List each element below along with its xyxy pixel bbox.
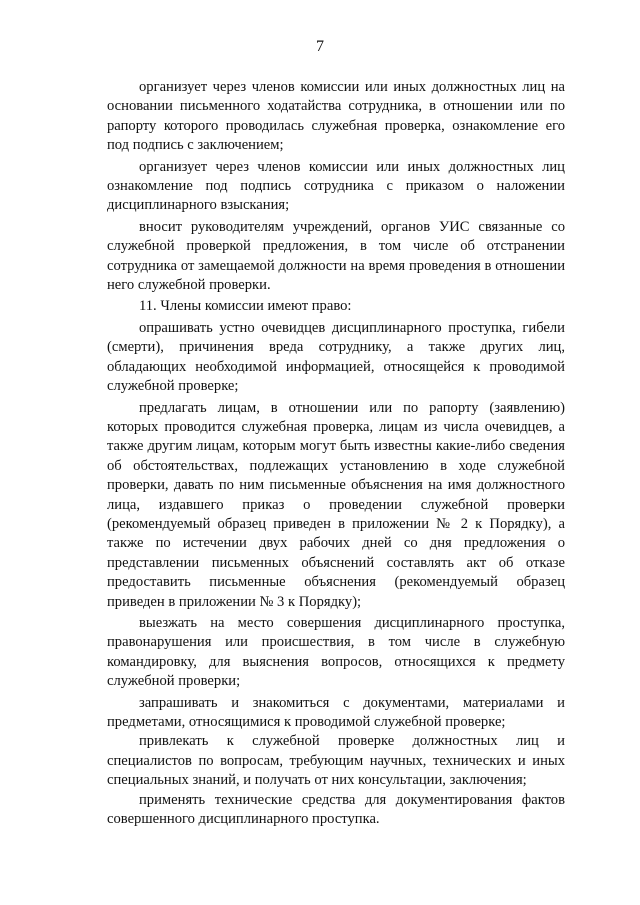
paragraph: предлагать лицам, в отношении или по рапорту (заявлению) которых проводится служебная проверка, лицам из числа очевидцев, а также другим лицам, которым могут быть известны какие-либо сведения об обстоятельствах, подлежащих установлению в ходе служебной проверки, давать по ним письменные объяснения на имя должностного лица, издавшего приказ о проведении служебной проверки (рекомендуемый образец приведен в приложении № 2 к Порядку), а также по истечении двух рабочих дней со дня предложения о представлении письменных объяснений составлять акт об отказе предоставить письменные объяснения (рекомендуемый образец приведен в приложении № 3 к Порядку); [107,399,565,610]
paragraph: применять технические средства для документирования фактов совершенного дисциплинарного проступка. [107,791,565,828]
paragraph: запрашивать и знакомиться с документами, материалами и предметами, относящимися к проводимой служебной проверке; [107,694,565,730]
document-body [107,78,565,831]
paragraph: опрашивать устно очевидцев дисциплинарного проступка, гибели (смерти), причинения вреда сотруднику, а также других лиц, обладающих необходимой информацией, относящейся к проводимой служебной проверке; [107,319,565,395]
page-number: 7 [316,38,324,55]
paragraph: вносит руководителям учреждений, органов УИС связанные со служебной проверкой предложения, в том числе об отстранении сотрудника от замещаемой должности на время проведения в отношении него служебной проверки. [107,218,565,294]
section-heading: 11. Члены комиссии имеют право: [139,298,352,315]
paragraph: выезжать на место совершения дисциплинарного проступка, правонарушения или происшествия, в том числе в служебную командировку, для выяснения вопросов, относящихся к предмету служебной проверки; [107,614,565,690]
paragraph: организует через членов комиссии или иных должностных лиц на основании письменного ходатайства сотрудника, в отношении или по рапорту которого проводилась служебная проверка, ознакомление его под подпись с заключением; [107,79,565,154]
paragraph: организует через членов комиссии или иных должностных лиц ознакомление под подпись сотрудника с приказом о наложении дисциплинарного взыскания; [107,158,565,214]
paragraph: привлекать к служебной проверке должностных лиц и специалистов по вопросам, требующим научных, технических и иных специальных знаний, и получать от них консультации, заключения; [107,733,565,789]
